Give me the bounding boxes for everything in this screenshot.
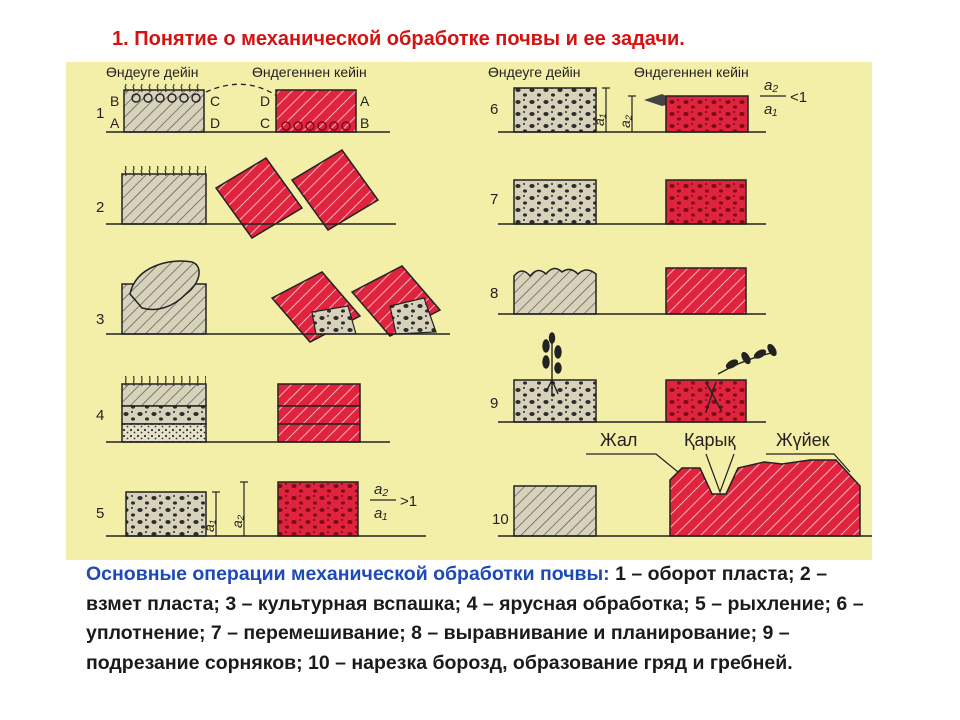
header-after-left: Өндегеннен кейін [252,64,367,80]
caption-text: 1 – оборот пласта; 2 – взмет пласта; 3 – культурная вспашка; 4 – ярусная обработка; 5 – рыхление; 6 – уплотнение; 7 – перемешивание; 8 – выравнивание и планирование; 9 – подрезание сорняков; 10 – нарезка борозд, образование гряд и гребней. [86,563,864,674]
letter-d: D [210,115,221,131]
number-4: 4 [96,407,105,424]
label-zhuiek: Жүйек [776,430,830,450]
ratio-6-bottom: a₁ [764,101,778,118]
operation-5 [96,481,426,536]
header-before-right: Өндеуге дейін [488,64,581,80]
operation-4 [96,376,390,442]
header-after-right: Өндегеннен кейін [634,64,749,80]
number-5: 5 [96,505,105,522]
letter-b: B [110,93,120,109]
number-8: 8 [490,285,499,302]
soil-tillage-figure [66,62,872,560]
axis-a2-label-6: a₂ [617,114,633,128]
number-6: 6 [490,101,499,118]
operation-9 [490,333,778,422]
number-2: 2 [96,199,105,216]
page-title: 1. Понятие о механической обработке почвы и ее задачи. [112,28,685,50]
ratio-5-top: a₂ [374,481,389,498]
number-1: 1 [96,105,105,122]
tillage-diagram [66,62,872,560]
number-3: 3 [96,311,105,328]
letter-c-after: C [260,115,271,131]
ratio-6-top: a₂ [764,77,779,94]
operation-8 [490,268,766,314]
number-9: 9 [490,395,499,412]
operation-10 [492,430,872,536]
letter-d-after: D [260,93,271,109]
header-before-left: Өндеуге дейін [106,64,199,80]
axis-a1-label-6: a₁ [591,113,607,126]
number-10: 10 [492,511,509,528]
caption-lead: Основные операции механической обработки почвы: [86,563,610,585]
operation-1 [96,84,390,132]
number-7: 7 [490,191,499,208]
ratio-5-sign: >1 [400,493,418,510]
letter-b-after: B [360,115,370,131]
label-karyk: Қарық [684,430,736,450]
letter-c: C [210,93,221,109]
ratio-5-bottom: a₁ [374,505,388,522]
ratio-6-sign: <1 [790,89,808,106]
letter-a-after: A [360,93,370,109]
label-zhal: Жал [600,430,638,450]
axis-a1-label-5: a₁ [201,519,217,532]
caption [86,560,886,678]
letter-a: A [110,115,120,131]
operation-3 [96,261,450,342]
operation-2 [96,150,396,238]
operation-6 [490,77,807,132]
axis-a2-label-5: a₂ [229,514,245,528]
operation-7 [490,180,766,224]
